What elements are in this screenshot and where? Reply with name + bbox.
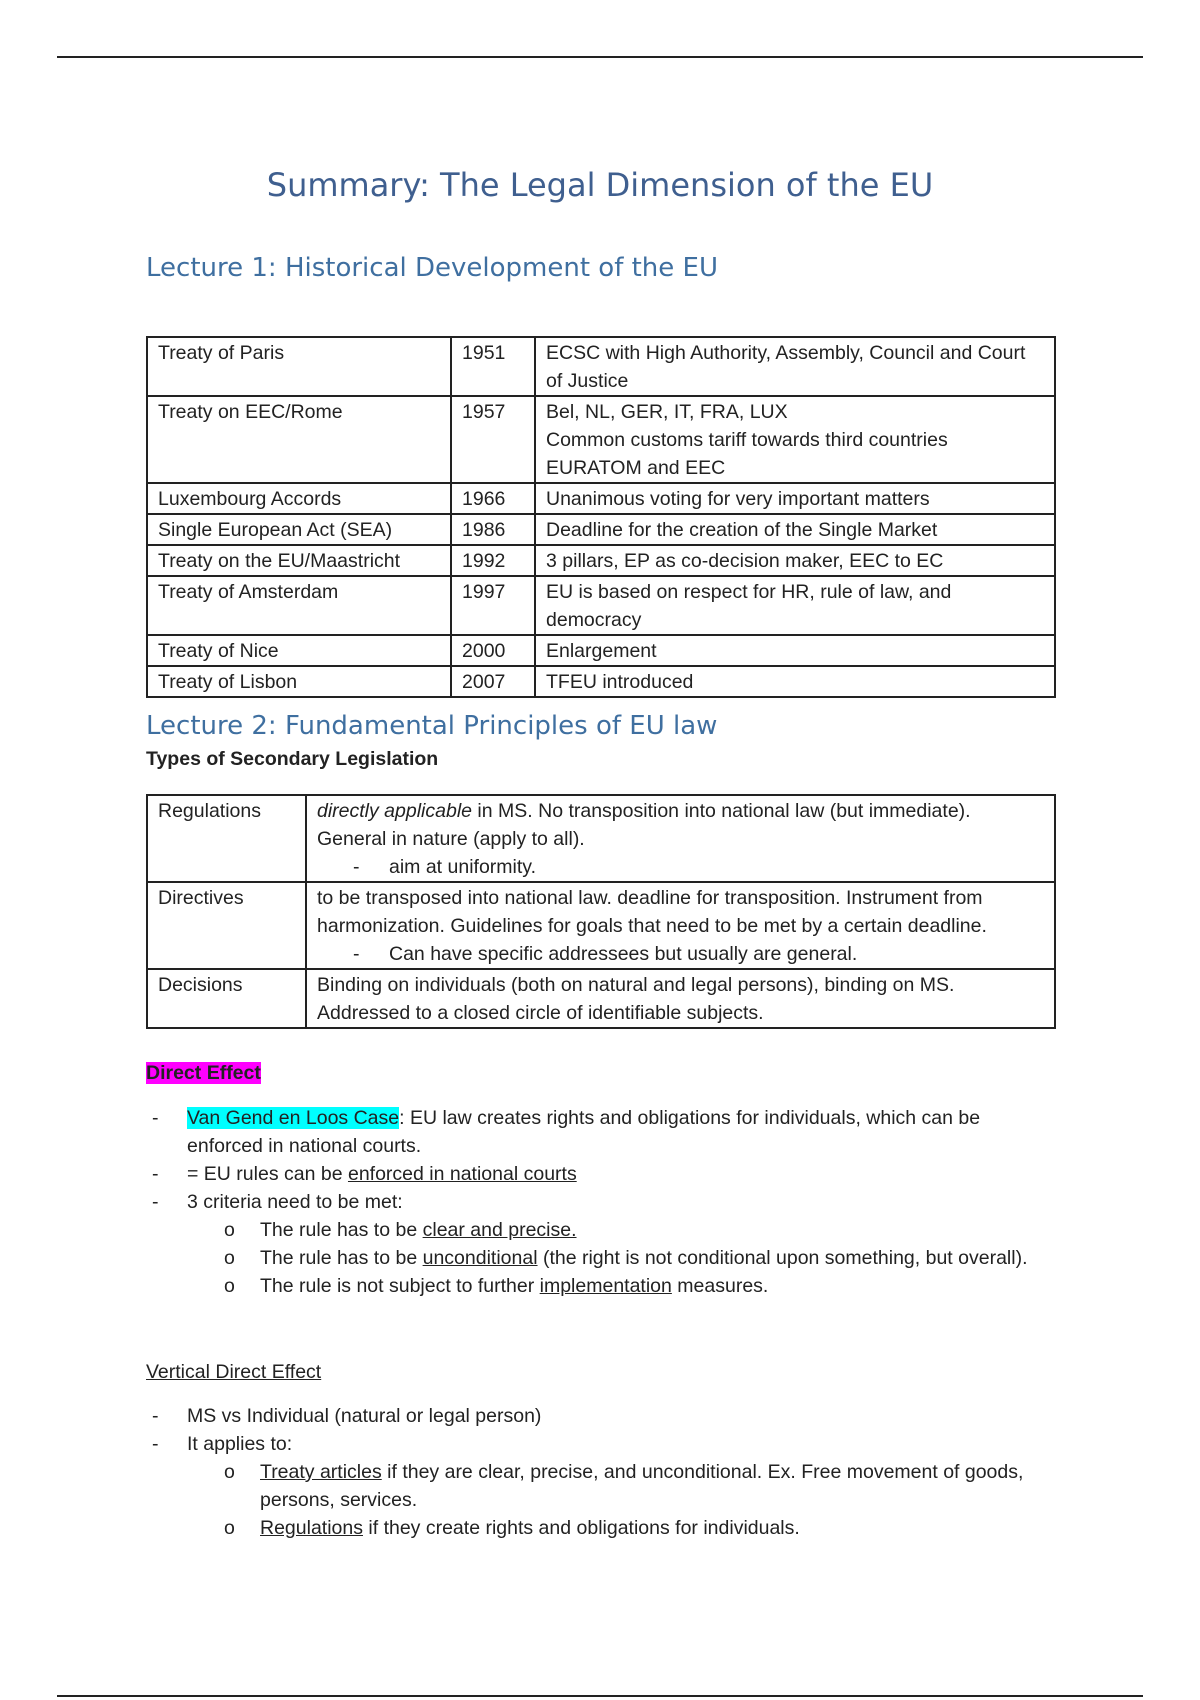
vertical-direct-effect-list (146, 1402, 1056, 1542)
text: : EU law creates rights and obligations for individuals, which can be enforced in national courts. (187, 1107, 981, 1157)
treaty-year: 2000 (451, 635, 535, 666)
text: It applies to: (187, 1433, 293, 1455)
circle-bullet: o (224, 1247, 235, 1269)
text: to be transposed into national law. deadline for transposition. Instrument from harmonization. Guidelines for goals that need to be met by a certain deadline. (317, 887, 987, 937)
dash-item (317, 853, 1044, 881)
circle-bullet: o (224, 1517, 235, 1539)
text: if they are clear, precise, and unconditional. Ex. Free movement of goods, persons, services. (260, 1461, 1024, 1511)
direct-effect-heading (146, 1059, 1056, 1087)
text: The rule has to be (260, 1219, 423, 1241)
text: if they create rights and obligations for individuals. (362, 1517, 800, 1539)
underlined-text: Regulations (260, 1517, 363, 1539)
underlined-text: clear and precise. (422, 1219, 577, 1241)
dash-bullet: - (152, 1433, 159, 1455)
case-name: Van Gend en Loos Case (187, 1107, 400, 1129)
table-row (147, 795, 1055, 882)
description-line: 3 pillars, EP as co-decision maker, EEC to EC (546, 550, 944, 572)
text: MS vs Individual (natural or legal person) (187, 1405, 542, 1427)
lecture1-heading: Lecture 1: Historical Development of the EU (146, 253, 718, 283)
description-line: EU is based on respect for HR, rule of law, and democracy (546, 581, 952, 631)
text: 3 criteria need to be met: (187, 1191, 403, 1213)
bottom-rule (57, 1695, 1143, 1697)
table-row (147, 514, 1055, 545)
treaty-name: Treaty on EEC/Rome (147, 396, 451, 483)
text: = EU rules can be (187, 1163, 348, 1185)
text: The rule is not subject to further (260, 1275, 540, 1297)
row-description (306, 795, 1055, 882)
row-label: Decisions (147, 969, 306, 1028)
treaty-year: 1997 (451, 576, 535, 635)
dash-bullet: - (353, 943, 360, 965)
dash-bullet: - (152, 1107, 159, 1129)
description-line: ECSC with High Authority, Assembly, Council and Court of Justice (546, 342, 1026, 392)
circle-bullet: o (224, 1275, 235, 1297)
treaty-description (535, 396, 1055, 483)
table-row (147, 882, 1055, 969)
treaty-description (535, 545, 1055, 576)
list-item (146, 1160, 1056, 1188)
text: aim at uniformity. (389, 856, 537, 878)
text: measures. (671, 1275, 769, 1297)
treaty-year: 1951 (451, 337, 535, 396)
table-row (147, 666, 1055, 697)
table-row (147, 337, 1055, 396)
sublist-item (146, 1458, 1056, 1514)
treaty-name: Treaty of Nice (147, 635, 451, 666)
treaty-name: Treaty of Amsterdam (147, 576, 451, 635)
treaty-name: Treaty of Lisbon (147, 666, 451, 697)
list-item (146, 1188, 1056, 1300)
text: Can have specific addressees but usually are general. (389, 943, 858, 965)
dash-bullet: - (152, 1191, 159, 1213)
circle-bullet: o (224, 1461, 235, 1483)
description-line: Unanimous voting for very important matters (546, 488, 930, 510)
top-rule (57, 56, 1143, 58)
direct-effect-list (146, 1104, 1056, 1300)
description-line: Bel, NL, GER, IT, FRA, LUX (546, 401, 788, 423)
treaty-name: Luxembourg Accords (147, 483, 451, 514)
treaty-year: 1992 (451, 545, 535, 576)
row-label: Regulations (147, 795, 306, 882)
treaty-name: Treaty of Paris (147, 337, 451, 396)
row-description (306, 882, 1055, 969)
underlined-text: implementation (539, 1275, 672, 1297)
circle-bullet: o (224, 1219, 235, 1241)
lecture2-heading: Lecture 2: Fundamental Principles of EU law (146, 711, 718, 741)
treaty-year: 1957 (451, 396, 535, 483)
list-item (146, 1104, 1056, 1160)
treaty-year: 1966 (451, 483, 535, 514)
dash-bullet: - (152, 1163, 159, 1185)
treaty-description (535, 635, 1055, 666)
treaty-description (535, 514, 1055, 545)
description-line: Common customs tariff towards third countries (546, 429, 948, 451)
sublist-item (146, 1514, 1056, 1542)
treaty-year: 2007 (451, 666, 535, 697)
text: (the right is not conditional upon something, but overall). (537, 1247, 1028, 1269)
treaty-description (535, 483, 1055, 514)
underlined-text: enforced in national courts (347, 1163, 577, 1185)
sublist-item (146, 1272, 1056, 1300)
row-label: Directives (147, 882, 306, 969)
vertical-direct-effect-heading: Vertical Direct Effect (146, 1361, 322, 1383)
sublist-item (146, 1216, 1056, 1244)
dash-bullet: - (152, 1405, 159, 1427)
treaty-description (535, 337, 1055, 396)
page-title: Summary: The Legal Dimension of the EU (266, 166, 934, 204)
treaty-description (535, 666, 1055, 697)
table-row (147, 545, 1055, 576)
table-row (147, 396, 1055, 483)
description-line: TFEU introduced (546, 671, 694, 693)
secondary-legislation-heading: Types of Secondary Legislation (146, 748, 439, 770)
text: General in nature (apply to all). (317, 828, 585, 850)
treaty-name: Single European Act (SEA) (147, 514, 451, 545)
description-line: Enlargement (546, 640, 657, 662)
text: in MS. No transposition into national law (but immediate). (472, 800, 971, 822)
underlined-text: Treaty articles (260, 1461, 382, 1483)
dash-item (317, 940, 1044, 968)
sublist-item (146, 1244, 1056, 1272)
text: The rule has to be (260, 1247, 423, 1269)
text: Addressed to a closed circle of identifiable subjects. (317, 1002, 764, 1024)
italic-text: directly applicable (317, 800, 473, 822)
treaty-description (535, 576, 1055, 635)
list-item (146, 1402, 1056, 1430)
table-row (147, 576, 1055, 635)
text: Binding on individuals (both on natural and legal persons), binding on MS. (317, 974, 955, 996)
treaty-year: 1986 (451, 514, 535, 545)
row-description (306, 969, 1055, 1028)
table-row (147, 635, 1055, 666)
underlined-text: unconditional (422, 1247, 538, 1269)
description-line: Deadline for the creation of the Single Market (546, 519, 938, 541)
treaty-table (146, 336, 1056, 698)
highlighted-heading: Direct Effect (146, 1062, 261, 1084)
table-row (147, 483, 1055, 514)
list-item (146, 1430, 1056, 1542)
table-row (147, 969, 1055, 1028)
treaty-name: Treaty on the EU/Maastricht (147, 545, 451, 576)
secondary-legislation-table (146, 794, 1056, 1029)
description-line: EURATOM and EEC (546, 457, 726, 479)
dash-bullet: - (353, 856, 360, 878)
